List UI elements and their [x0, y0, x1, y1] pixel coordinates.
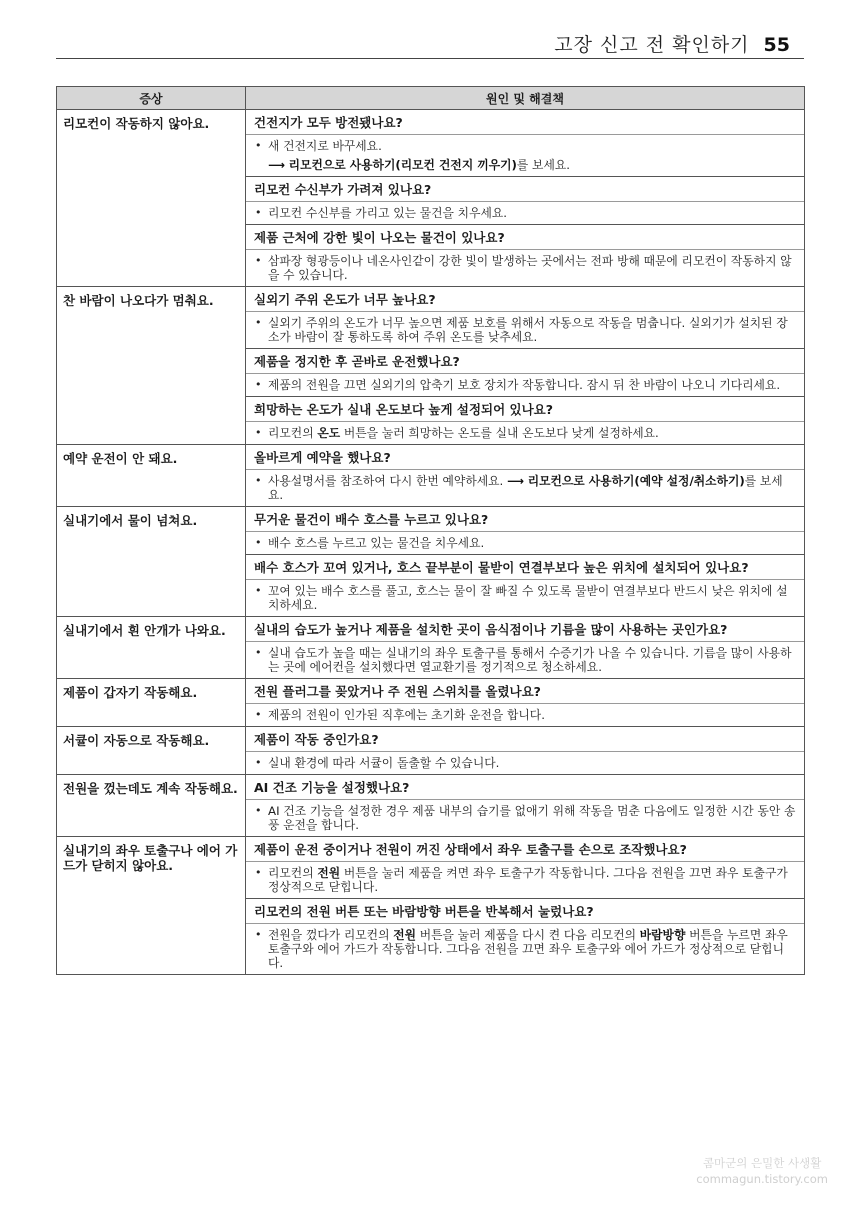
- watermark-line: commagun.tistory.com: [696, 1172, 828, 1186]
- solution-text: [246, 201, 804, 224]
- solution-body: 제품의 전원이 인가된 직후에는 초기화 운전을 합니다.: [268, 708, 545, 722]
- solution-text: [246, 751, 804, 774]
- page-header: [554, 30, 790, 57]
- cause-question: 제품을 정지한 후 곧바로 운전했나요?: [254, 354, 460, 369]
- solution-body: 실내 환경에 따라 서큘이 돌출할 수 있습니다.: [268, 756, 500, 770]
- symptom-cell: 실내기에서 물이 넘쳐요.: [57, 507, 246, 617]
- table-row: [57, 287, 805, 445]
- solution-text: [246, 531, 804, 554]
- solution-text: [246, 861, 804, 898]
- button-name: 온도: [317, 426, 341, 440]
- solution-body: 제품의 전원을 끄면 실외기의 압축기 보호 장치가 작동합니다. 잠시 뒤 찬 바람이 나오니 기다리세요.: [268, 378, 781, 392]
- button-name: 전원: [317, 866, 341, 880]
- arrow-icon: ⟶: [268, 158, 285, 172]
- cause-item: [246, 348, 804, 396]
- reference-tail: 를 보세요.: [516, 158, 570, 172]
- cause-question: AI 건조 기능을 설정했나요?: [254, 780, 410, 795]
- cause-cell: [246, 679, 805, 727]
- solution-text: [246, 311, 804, 348]
- solution-text: [246, 421, 804, 444]
- cause-item: [246, 396, 804, 444]
- solution-body: 버튼을 누르면 좌우 토출구와 에어 가드가 작동합니다. 그다음 전원을 끄면 좌우 토출구와 에어 가드가 정상적으로 닫힙니다.: [268, 928, 788, 970]
- solution-body: 꼬여 있는 배수 호스를 풀고, 호스는 물이 잘 빠질 수 있도록 물받이 연결부보다 반드시 낮은 위치에 설치하세요.: [268, 584, 788, 612]
- solution-body: 버튼을 눌러 제품을 켜면 좌우 토출구가 작동합니다. 그다음 전원을 끄면 좌우 토출구가 정상적으로 닫힙니다.: [268, 866, 788, 894]
- solution-text: [246, 373, 804, 396]
- table-row: [57, 507, 805, 617]
- reference-title: 리모컨으로 사용하기(리모컨 건전지 끼우기): [288, 158, 517, 172]
- cause-cell: [246, 445, 805, 507]
- symptom-cell: 예약 운전이 안 돼요.: [57, 445, 246, 507]
- cause-question: 리모컨의 전원 버튼 또는 바람방향 버튼을 반복해서 눌렀나요?: [254, 904, 594, 919]
- solution-text: [246, 249, 804, 286]
- symptom-cell: 찬 바람이 나오다가 멈춰요.: [57, 287, 246, 445]
- cause-item: [246, 775, 804, 836]
- solution-body: 실내 습도가 높을 때는 실내기의 좌우 토출구를 통해서 수증기가 나올 수 있습니다. 기름을 많이 사용하는 곳에 에어컨을 설치했다면 열교환기를 정기적으로 청소하세요.: [268, 646, 792, 674]
- cause-question: 건전지가 모두 방전됐나요?: [254, 115, 403, 130]
- cause-question: 제품이 운전 중이거나 전원이 꺼진 상태에서 좌우 토출구를 손으로 조작했나요?: [254, 842, 687, 857]
- solution-body: 사용설명서를 참조하여 다시 한번 예약하세요.: [268, 474, 504, 488]
- cause-question: 실외기 주위 온도가 너무 높나요?: [254, 292, 436, 307]
- cause-cell: [246, 507, 805, 617]
- solution-body: 새 건전지로 바꾸세요.: [268, 139, 382, 153]
- watermark: [696, 1155, 828, 1187]
- cause-question: 무거운 물건이 배수 호스를 누르고 있나요?: [254, 512, 489, 527]
- solution-text: [246, 641, 804, 678]
- symptom-cell: 실내기의 좌우 토출구나 에어 가드가 닫히지 않아요.: [57, 837, 246, 975]
- solution-body: 버튼을 눌러 희망하는 온도를 실내 온도보다 낮게 설정하세요.: [340, 426, 659, 440]
- solution-text: [246, 799, 804, 836]
- cause-question: 실내의 습도가 높거나 제품을 설치한 곳이 음식점이나 기름을 많이 사용하는 곳인가요?: [254, 622, 728, 637]
- cause-item: [246, 554, 804, 616]
- solution-body: AI 건조 기능을 설정한 경우 제품 내부의 습기를 없애기 위해 작동을 멈춘 다음에도 일정한 시간 동안 송풍 운전을 합니다.: [268, 804, 796, 832]
- cause-question: 희망하는 온도가 실내 온도보다 높게 설정되어 있나요?: [254, 402, 554, 417]
- solution-body: 리모컨의: [268, 426, 318, 440]
- symptom-cell: 리모컨이 작동하지 않아요.: [57, 110, 246, 287]
- column-header-symptom: 증상: [57, 87, 246, 110]
- cause-item: [246, 837, 804, 898]
- cause-question: 제품이 작동 중인가요?: [254, 732, 379, 747]
- section-title: 고장 신고 전 확인하기: [554, 34, 750, 56]
- cause-cell: [246, 287, 805, 445]
- solution-body: 삼파장 형광등이나 네온사인같이 강한 빛이 발생하는 곳에서는 전파 방해 때문에 리모컨이 작동하지 않을 수 있습니다.: [268, 254, 792, 282]
- manual-reference: [268, 153, 796, 172]
- solution-text: [246, 469, 804, 506]
- cause-cell: [246, 727, 805, 775]
- symptom-cell: 서큘이 자동으로 작동해요.: [57, 727, 246, 775]
- solution-body: 버튼을 눌러 제품을 다시 켠 다음 리모컨의: [416, 928, 640, 942]
- cause-item: [246, 110, 804, 176]
- cause-cell: [246, 837, 805, 975]
- page-number: 55: [763, 34, 790, 56]
- solution-body: 실외기 주위의 온도가 너무 높으면 제품 보호를 위해서 자동으로 작동을 멈춥니다. 실외기가 설치된 장소가 바람이 잘 통하도록 하여 주위 온도를 낮추세요.: [268, 316, 788, 344]
- cause-item: [246, 727, 804, 774]
- cause-item: [246, 176, 804, 224]
- table-row: [57, 775, 805, 837]
- cause-question: 배수 호스가 꼬여 있거나, 호스 끝부분이 물받이 연결부보다 높은 위치에 설치되어 있나요?: [254, 560, 749, 575]
- button-name: 전원: [393, 928, 417, 942]
- table-row: [57, 727, 805, 775]
- table-row: [57, 679, 805, 727]
- watermark-line: 콤마군의 은밀한 사생활: [702, 1156, 822, 1170]
- solution-body: 배수 호스를 누르고 있는 물건을 치우세요.: [268, 536, 485, 550]
- header-divider: [56, 58, 804, 59]
- solution-text: [246, 134, 804, 176]
- cause-question: 제품 근처에 강한 빛이 나오는 물건이 있나요?: [254, 230, 505, 245]
- column-header-cause: 원인 및 해결책: [246, 87, 805, 110]
- solution-text: [246, 923, 804, 974]
- cause-item: [246, 679, 804, 726]
- table-row: [57, 445, 805, 507]
- table-row: [57, 617, 805, 679]
- solution-text: [246, 579, 804, 616]
- cause-question: 올바르게 예약을 했나요?: [254, 450, 391, 465]
- table-row: [57, 110, 805, 287]
- troubleshooting-table: [56, 86, 805, 975]
- cause-question: 전원 플러그를 꽂았거나 주 전원 스위치를 올렸나요?: [254, 684, 541, 699]
- cause-question: 리모컨 수신부가 가려져 있나요?: [254, 182, 432, 197]
- cause-cell: [246, 617, 805, 679]
- cause-cell: [246, 775, 805, 837]
- cause-cell: [246, 110, 805, 287]
- solution-text: [246, 703, 804, 726]
- cause-item: [246, 898, 804, 974]
- cause-item: [246, 287, 804, 348]
- table-header-row: [57, 87, 805, 110]
- cause-item: [246, 617, 804, 678]
- solution-body: 리모컨의: [268, 866, 318, 880]
- button-name: 바람방향: [639, 928, 686, 942]
- symptom-cell: 제품이 갑자기 작동해요.: [57, 679, 246, 727]
- reference-title: 리모컨으로 사용하기(예약 설정/취소하기): [527, 474, 745, 488]
- cause-item: [246, 224, 804, 286]
- symptom-cell: 전원을 껐는데도 계속 작동해요.: [57, 775, 246, 837]
- arrow-icon: ⟶: [507, 474, 524, 488]
- solution-body: 전원을 껐다가 리모컨의: [268, 928, 394, 942]
- solution-body: 리모컨 수신부를 가리고 있는 물건을 치우세요.: [268, 206, 508, 220]
- symptom-cell: 실내기에서 흰 안개가 나와요.: [57, 617, 246, 679]
- cause-item: [246, 507, 804, 554]
- table-row: [57, 837, 805, 975]
- cause-item: [246, 445, 804, 506]
- reference-tail: 를 보세요.: [268, 474, 783, 502]
